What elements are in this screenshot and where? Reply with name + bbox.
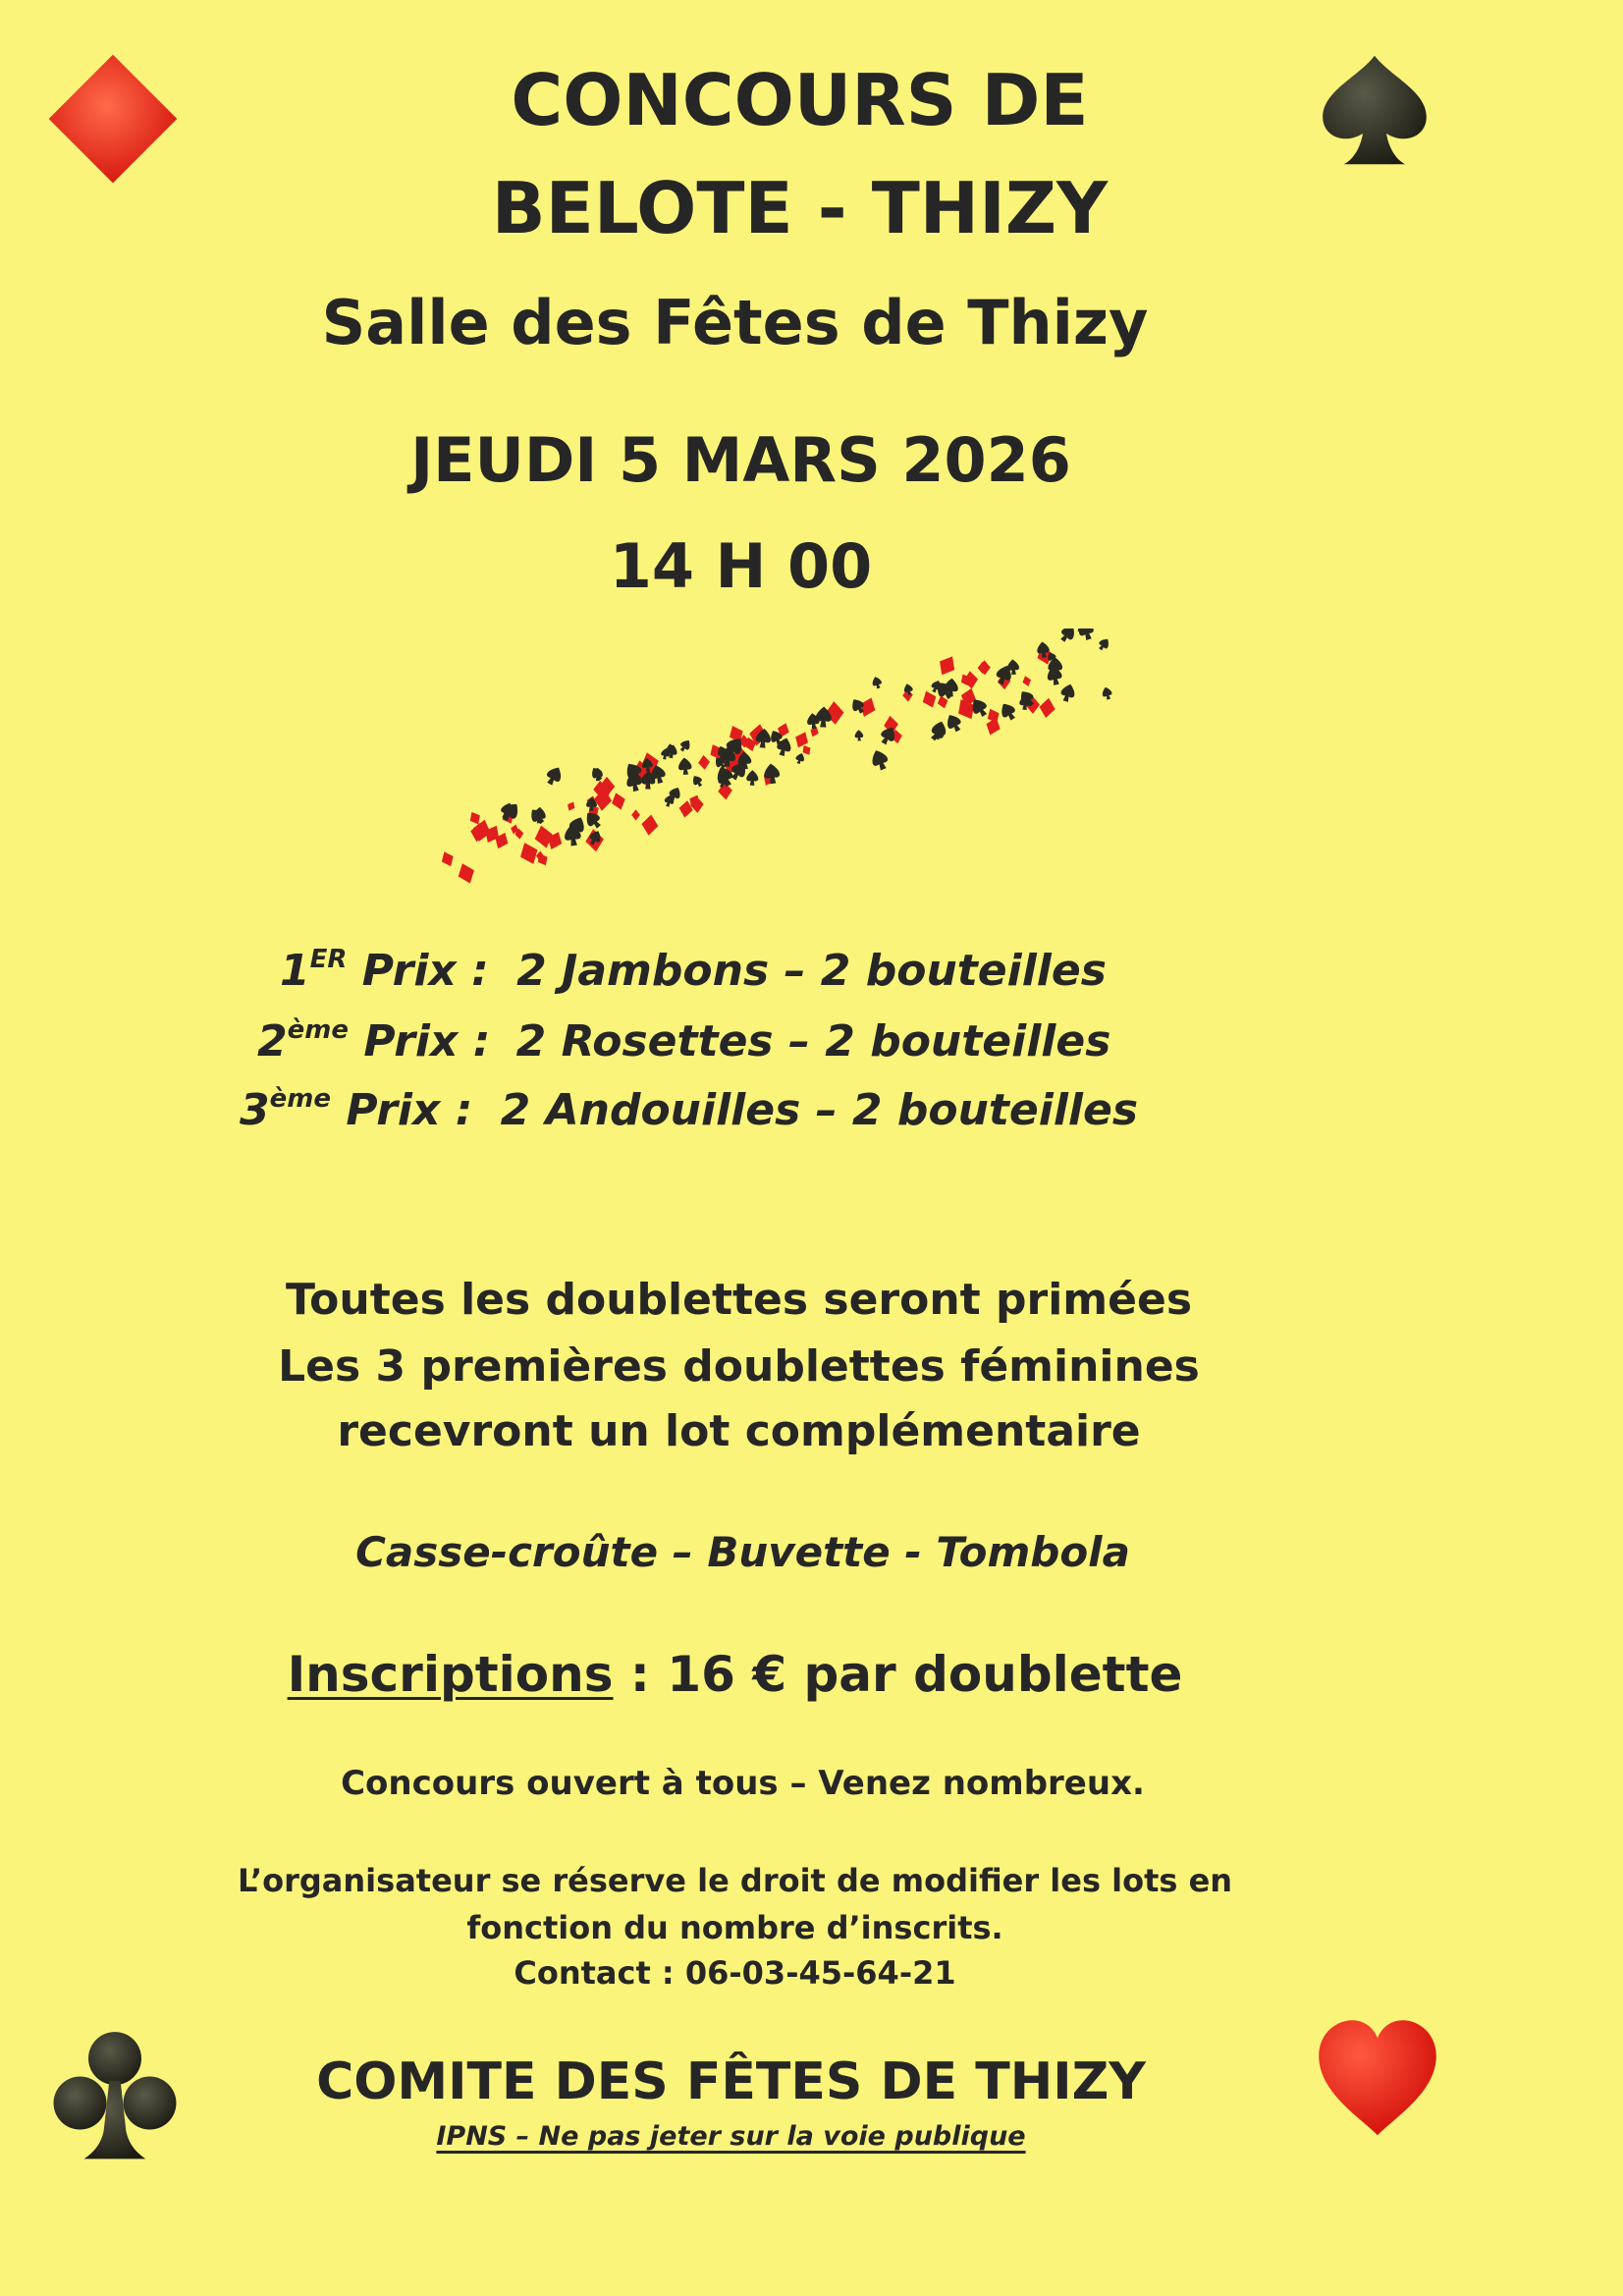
scatter-spade	[746, 770, 758, 786]
prize-3-suffix: ème	[269, 1084, 331, 1114]
scatter-spade	[998, 700, 1019, 723]
scatter-spade	[1101, 685, 1113, 700]
scatter-spade	[1059, 683, 1077, 703]
prize-3-label: Prix :	[346, 1085, 473, 1135]
info-line-2: Les 3 premières doublettes féminines	[278, 1341, 1200, 1392]
scatter-spade	[1097, 636, 1112, 652]
prize-2	[257, 1015, 1110, 1066]
card-suits-scatter	[432, 629, 1178, 903]
open-to-all: Concours ouvert à tous – Venez nombreux.	[341, 1764, 1145, 1803]
info-line-1: Toutes les doublettes seront primées	[285, 1275, 1193, 1325]
title-line-2: BELOTE - THIZY	[491, 167, 1109, 249]
prize-3-rank: 3	[240, 1085, 270, 1135]
scatter-spade	[871, 676, 884, 689]
footer-note	[0, 2121, 1542, 2152]
title-line-1: CONCOURS DE	[511, 59, 1089, 141]
scatter-spade	[677, 757, 692, 776]
scatter-diamond	[1021, 675, 1033, 687]
prize-1	[280, 945, 1107, 996]
event-time: 14 H 00	[609, 530, 873, 602]
scatter-spade	[1057, 629, 1079, 644]
scatter-diamond	[439, 849, 458, 869]
scatter-diamond	[640, 813, 660, 836]
scatter-spade	[690, 774, 705, 789]
event-date: JEUDI 5 MARS 2026	[410, 424, 1071, 496]
disclaimer-line-2: fonction du nombre d’inscrits.	[466, 1909, 1003, 1946]
prize-2-rank: 2	[257, 1016, 288, 1066]
scatter-spade	[666, 744, 678, 759]
scatter-spade	[794, 752, 806, 765]
extras: Casse-croûte – Buvette - Tombola	[355, 1528, 1130, 1576]
scatter-diamond	[566, 800, 577, 813]
prize-3-reward: 2 Andouilles – 2 bouteilles	[500, 1085, 1139, 1135]
scatter-diamond	[1038, 697, 1056, 720]
scatter-spade	[854, 730, 863, 741]
footer-note-text: IPNS – Ne pas jeter sur la voie publique	[436, 2121, 1026, 2152]
scatter-diamond	[535, 851, 551, 868]
prize-2-reward: 2 Rosettes – 2 bouteilles	[515, 1016, 1111, 1066]
scatter-diamond	[919, 688, 939, 710]
venue: Salle des Fêtes de Thizy	[321, 287, 1149, 358]
info-line-3: recevront un lot complémentaire	[337, 1406, 1141, 1456]
scatter-spade	[543, 764, 565, 788]
prize-1-label: Prix :	[361, 946, 489, 996]
prize-1-suffix: ER	[309, 945, 348, 974]
prize-2-suffix: ème	[287, 1015, 349, 1045]
prize-2-label: Prix :	[363, 1016, 491, 1066]
organizer: COMITE DES FÊTES DE THIZY	[316, 2052, 1146, 2111]
scatter-diamond	[515, 840, 542, 868]
scatter-spade	[944, 712, 964, 735]
inscriptions-value: : 16 € par doublette	[613, 1646, 1183, 1703]
scatter-diamond	[698, 754, 711, 770]
contact: Contact : 06-03-45-64-21	[514, 1954, 956, 1992]
scatter-spade	[869, 747, 892, 772]
prize-1-rank: 1	[280, 946, 310, 996]
scatter-diamond	[609, 791, 627, 811]
scatter-spade	[677, 738, 692, 753]
scatter-diamond	[455, 860, 478, 887]
inscriptions	[0, 1646, 1546, 1703]
prize-3	[240, 1084, 1138, 1135]
inscriptions-label: Inscriptions	[287, 1646, 614, 1703]
prize-1-reward: 2 Jambons – 2 bouteilles	[516, 946, 1107, 996]
scatter-diamond	[935, 652, 960, 680]
scatter-diamond	[631, 809, 640, 820]
disclaimer-line-1: L’organisateur se réserve le droit de modifier les lots en	[237, 1862, 1233, 1899]
